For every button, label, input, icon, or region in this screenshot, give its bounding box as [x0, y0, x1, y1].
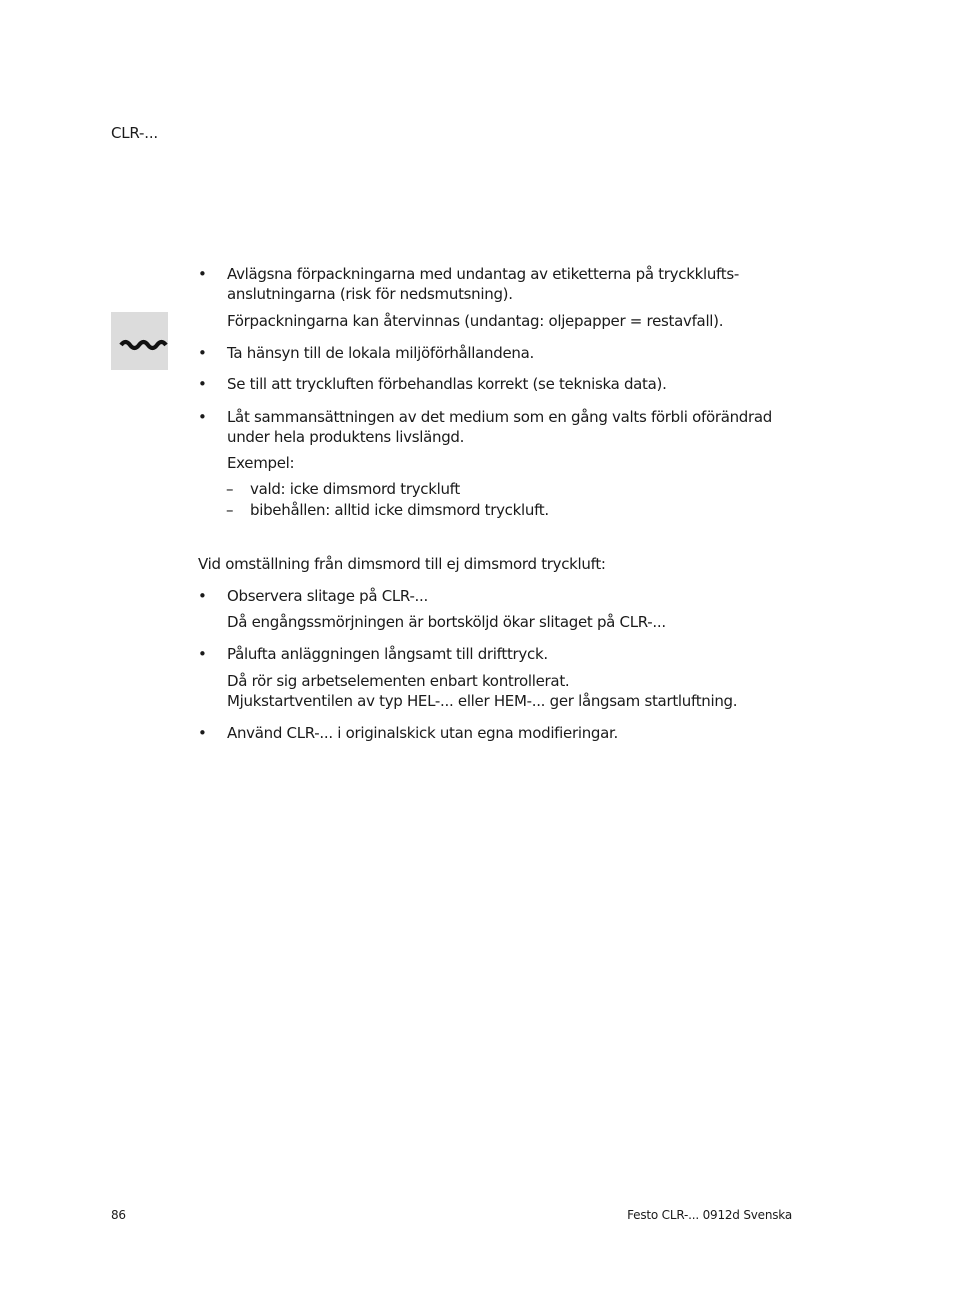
bullet-text-continuation: anslutningarna (risk för nedsmutsning).	[227, 285, 513, 303]
bullet-note: Då rör sig arbetselementen enbart kontrollerat.	[227, 672, 570, 690]
bullet-marker: •	[198, 344, 207, 362]
bullet-note: Då engångssmörjningen är bortsköljd ökar slitaget på CLR-...	[227, 613, 666, 631]
bullet-marker: •	[198, 645, 207, 663]
wave-environment-icon	[111, 312, 168, 370]
bullet-text: Se till att tryckluften förbehandlas korrekt (se tekniska data).	[227, 375, 667, 393]
dash-item: vald: icke dimsmord tryckluft	[250, 480, 460, 498]
bullet-text: Låt sammansättningen av det medium som en gång valts förbli oförändrad	[227, 408, 772, 426]
bullet-marker: •	[198, 265, 207, 283]
bullet-note: Förpackningarna kan återvinnas (undantag: oljepapper = restavfall).	[227, 312, 724, 330]
section-intro: Vid omställning från dimsmord till ej dimsmord tryckluft:	[198, 555, 606, 573]
bullet-marker: •	[198, 587, 207, 605]
header-product-name: CLR-...	[111, 124, 158, 142]
dash-marker: –	[226, 501, 234, 519]
bullet-note: Mjukstartventilen av typ HEL-... eller HEM-... ger långsam startluftning.	[227, 692, 738, 710]
page-number: 86	[111, 1208, 126, 1222]
bullet-text: Avlägsna förpackningarna med undantag av etiketterna på tryckklufts-	[227, 265, 739, 283]
bullet-text: Observera slitage på CLR-...	[227, 587, 428, 605]
dash-item: bibehållen: alltid icke dimsmord tryckluft.	[250, 501, 549, 519]
bullet-text: Använd CLR-... i originalskick utan egna modifieringar.	[227, 724, 618, 742]
document-id: Festo CLR-... 0912d Svenska	[627, 1208, 792, 1222]
bullet-marker: •	[198, 408, 207, 426]
wave-icon-graphic	[111, 312, 168, 370]
bullet-text: Pålufta anläggningen långsamt till drifttryck.	[227, 645, 548, 663]
bullet-text: Ta hänsyn till de lokala miljöförhållandena.	[227, 344, 534, 362]
bullet-text-continuation: under hela produktens livslängd.	[227, 428, 465, 446]
bullet-marker: •	[198, 375, 207, 393]
dash-marker: –	[226, 480, 234, 498]
example-label: Exempel:	[227, 454, 295, 472]
bullet-marker: •	[198, 724, 207, 742]
